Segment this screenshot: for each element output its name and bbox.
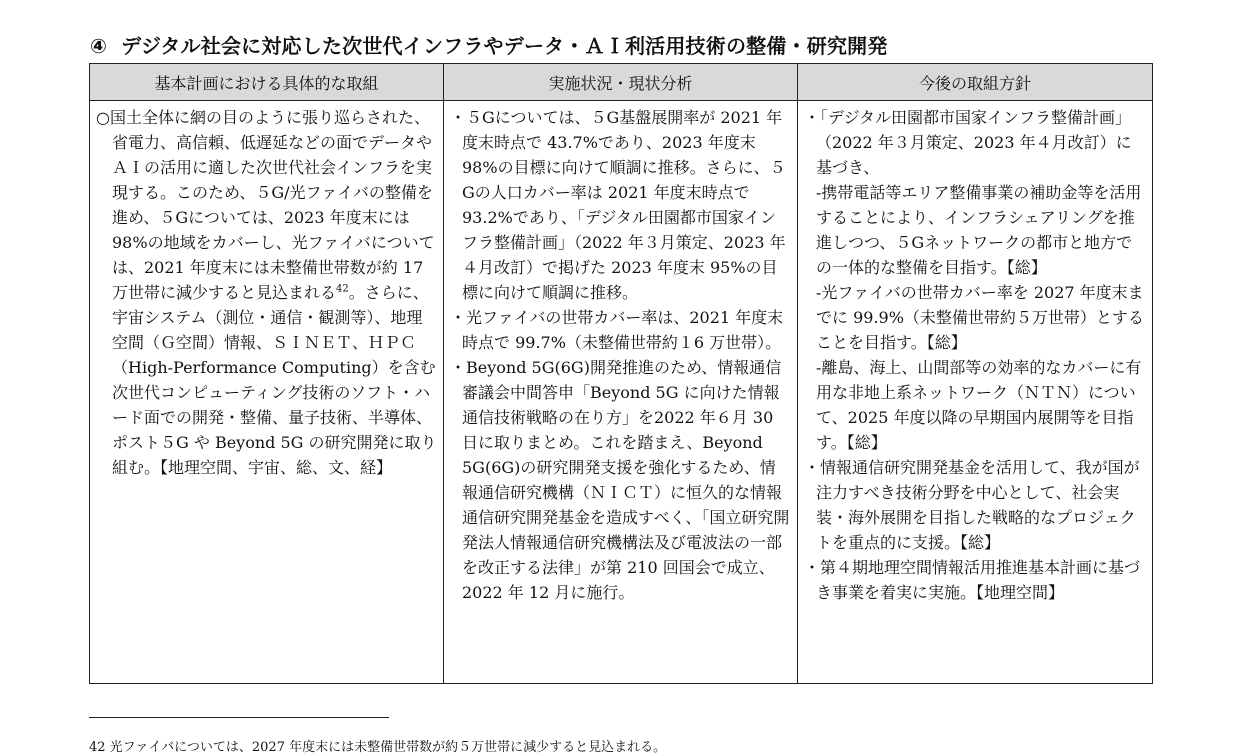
future-intro: ・「デジタル田園都市国家インフラ整備計画」（2022 年３月策定、2023 年４月改訂）に基づき、 xyxy=(804,108,1132,177)
plan-text xyxy=(96,105,437,480)
status-bullet-beyond5g: ・Beyond 5G(6G)開発推進のため、情報通信審議会中間答申「Beyond 5G に向けた情報通信技術戦略の在り方」を2022 年６月 30 日に取りまとめ。これを踏まえ、Beyond 5G(6G)の研究開発支援を強化するため、情報通信研究機構（ＮＩＣＴ）に恒久的な情報通信研究開発基金を造成すべく、「国立研究開発法人情報通信研究機構法及び電波法の一部を改正する法律」が第 210 回国会で成立、2022 年 12 月に施行。 xyxy=(450,358,790,602)
future-sub-mobile: -携帯電話等エリア整備事業の補助金等を活用することにより、インフラシェアリングを推進しつつ、５Gネットワークの都市と地方での一体的な整備を目指す。【総】 xyxy=(816,183,1142,277)
plan-text-part2: 。さらに、宇宙システム（測位・通信・観測等）、地理空間（Ｇ空間）情報、ＳＩＮＥＴ、ＨＰＣ（High-Performance Computing）を含む次世代コンピューティング技術のソフト・ハード面での開発・整備、量子技術、半導体、ポスト５G や Beyond 5G の研究開発に取り組む。【地理空間、宇宙、総、文、経】 xyxy=(112,283,437,477)
future-bullet-fund: ・情報通信研究開発基金を活用して、我が国が注力すべき技術分野を中心として、社会実装・海外展開を目指した戦略的なプロジェクトを重点的に支援。【総】 xyxy=(804,458,1140,552)
status-bullet-fiber: ・光ファイバの世帯カバー率は、2021 年度末時点で 99.7%（未整備世帯約１6 万世帯）。 xyxy=(450,308,784,352)
future-bullet-geo: ・第４期地理空間情報活用推進基本計画に基づき事業を着実に実施。【地理空間】 xyxy=(804,558,1141,602)
footnote: 42 光ファイバについては、2027 年度末には未整備世帯数が約５万世帯に減少すると見込まれる。 xyxy=(89,740,667,755)
section-number: ④ xyxy=(90,34,108,58)
status-bullet-5g: ・５Gについては、５G基盤展開率が 2021 年度末時点で 43.7%であり、2023 年度末 98%の目標に向けて順調に推移。さらに、５Gの人口カバー率は 2021 年度末時点で 93.2%であり、「デジタル田園都市国家インフラ整備計画」（2022 年３月策定、2023 年４月改訂）で掲げた 2023 年度末 95%の目標に向けて順調に推移。 xyxy=(450,108,786,302)
section-title: デジタル社会に対応した次世代インフラやデータ・ＡＩ利活用技術の整備・研究開発 xyxy=(121,34,888,58)
table-header-row xyxy=(90,64,1153,101)
footnote-divider xyxy=(89,717,389,718)
cell-status xyxy=(444,101,798,684)
plan-text-part1: ○国土全体に網の目のように張り巡らされた、省電力、高信頼、低遅延などの面でデータやＡＩの活用に適した次世代社会インフラを実現する。このため、５G/光ファイバの整備を進め、５Gについては、2023 年度末には98%の地域をカバーし、光ファイバについては、2021 年度末には未整備世帯数が約 17 万世帯に減少すると見込まれる xyxy=(96,108,435,302)
cell-plan xyxy=(90,101,444,684)
future-sub-ntn: -離島、海上、山間部等の効率的なカバーに有用な非地上系ネットワーク（ＮＴＮ）について、2025 年度以降の早期国内展開等を目指す。【総】 xyxy=(816,358,1142,452)
future-sub-fiber: -光ファイバの世帯カバー率を 2027 年度末までに 99.9%（未整備世帯約５万世帯）とすることを目指す。【総】 xyxy=(816,283,1144,352)
cell-future xyxy=(798,101,1153,684)
header-status: 実施状況・現状分析 xyxy=(444,64,798,101)
policy-table xyxy=(89,63,1153,684)
footnote-ref: 42 xyxy=(336,283,349,295)
table-row xyxy=(90,101,1153,684)
header-plan: 基本計画における具体的な取組 xyxy=(90,64,444,101)
header-future: 今後の取組方針 xyxy=(798,64,1153,101)
section-heading xyxy=(90,30,888,59)
